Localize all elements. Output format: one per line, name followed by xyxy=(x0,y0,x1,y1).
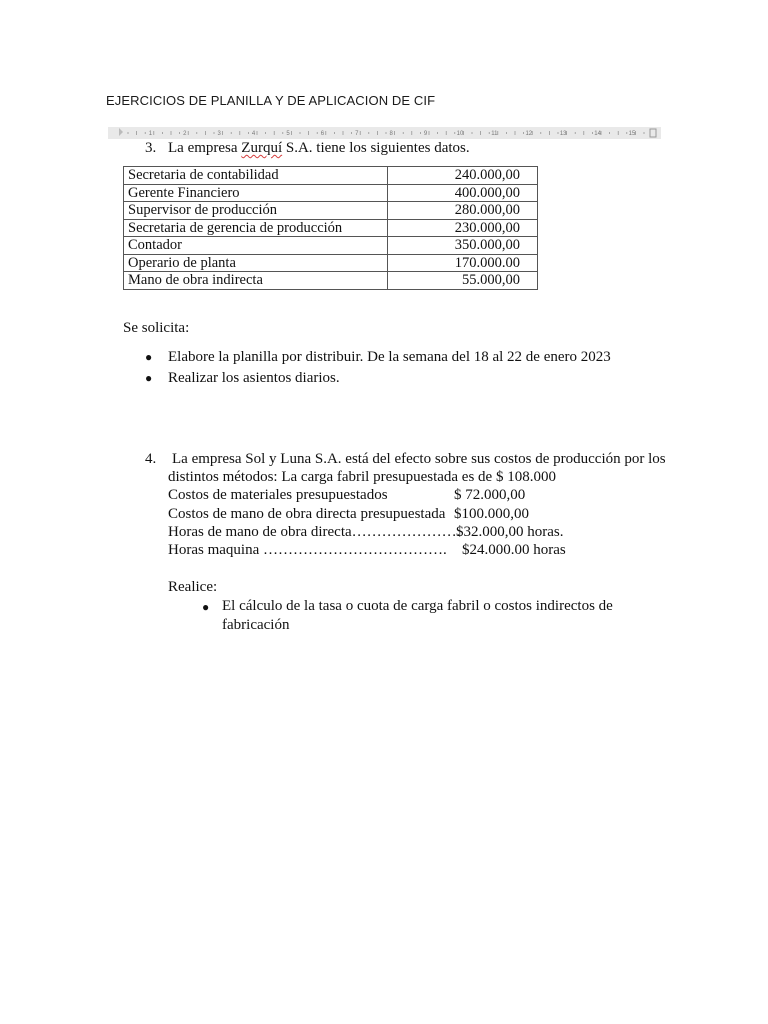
bullet-icon: ● xyxy=(145,350,153,364)
ruler-number: 7 xyxy=(355,131,359,137)
ruler-number: 9 xyxy=(423,131,428,137)
ruler-number: 10 xyxy=(456,131,464,137)
exercise-4-line-1: La empresa Sol y Luna S.A. está del efecto sobre sus costos de producción por los xyxy=(172,451,666,467)
table-row xyxy=(124,167,538,185)
row-value: 280.000,00 xyxy=(388,202,538,220)
ruler-number: 13 xyxy=(559,131,567,137)
ruler-number: 1 xyxy=(148,131,153,137)
table-row xyxy=(124,184,538,202)
request-label: Se solicita: xyxy=(123,320,190,336)
row-value: 240.000,00 xyxy=(388,167,538,185)
row-value: 350.000,00 xyxy=(388,237,538,255)
exercise-4-line-2: distintos métodos: La carga fabril presupuestada es de $ 108.000 xyxy=(168,469,556,485)
row-label: Secretaria de contabilidad xyxy=(124,167,388,185)
row-value: 170.000.00 xyxy=(388,254,538,272)
ruler-number: 12 xyxy=(525,131,533,137)
cost-row-label: Horas de mano de obra directa…………………. xyxy=(168,524,461,540)
cost-row-label: Costos de materiales presupuestados xyxy=(168,487,388,503)
cost-row-label: Costos de mano de obra directa presupuestada xyxy=(168,506,446,522)
intro-prefix: La empresa xyxy=(168,140,242,156)
cost-row-value: $32.000,00 horas. xyxy=(456,524,564,540)
ruler-number: 15 xyxy=(628,131,636,137)
cost-row-value: $24.000.00 horas xyxy=(462,542,566,558)
realice-label: Realice: xyxy=(168,579,218,595)
cost-row-label: Horas maquina ………………………………. xyxy=(168,542,447,558)
ruler-number: 2 xyxy=(183,131,187,137)
row-label: Gerente Financiero xyxy=(124,184,388,202)
ruler xyxy=(108,127,661,139)
ruler-number: 8 xyxy=(389,131,393,137)
realice-bullet-line-1: El cálculo de la tasa o cuota de carga fabril o costos indirectos de xyxy=(222,598,613,614)
table-row xyxy=(124,202,538,220)
bullet-icon: ● xyxy=(145,371,153,385)
row-label: Secretaria de gerencia de producción xyxy=(124,219,388,237)
company-name: Zurquí xyxy=(241,140,283,156)
row-value: 230.000,00 xyxy=(388,219,538,237)
document-heading: EJERCICIOS DE PLANILLA Y DE APLICACION DE CIF xyxy=(106,93,436,108)
ruler-number: 14 xyxy=(594,131,601,137)
table-row xyxy=(124,254,538,272)
intro-suffix: S.A. tiene los siguientes datos. xyxy=(282,140,470,156)
row-value: 400.000,00 xyxy=(388,184,538,202)
table-row xyxy=(124,272,538,290)
row-label: Mano de obra indirecta xyxy=(124,272,388,290)
bullet-icon: ● xyxy=(202,600,210,614)
cost-row-value: $100.000,00 xyxy=(454,506,529,522)
table-row xyxy=(124,219,538,237)
realice-bullet-line-2: fabricación xyxy=(222,617,290,633)
salary-table xyxy=(123,166,538,290)
ruler-number: 4 xyxy=(251,131,256,137)
ruler-number: 3 xyxy=(217,131,221,137)
row-label: Supervisor de producción xyxy=(124,202,388,220)
row-label: Contador xyxy=(124,237,388,255)
cost-row-value: $ 72.000,00 xyxy=(454,487,526,503)
ruler-number: 6 xyxy=(320,131,325,137)
request-bullet-1: Elabore la planilla por distribuir. De la semana del 18 al 22 de enero 2023 xyxy=(168,349,611,365)
exercise-3-intro xyxy=(168,140,470,157)
ruler-number: 5 xyxy=(286,131,290,137)
table-row xyxy=(124,237,538,255)
row-value: 55.000,00 xyxy=(388,272,538,290)
exercise-4-number: 4. xyxy=(145,451,157,467)
request-bullet-2: Realizar los asientos diarios. xyxy=(168,370,340,386)
ruler-number: 11 xyxy=(491,131,498,137)
exercise-3-number: 3. xyxy=(145,140,157,156)
row-label: Operario de planta xyxy=(124,254,388,272)
